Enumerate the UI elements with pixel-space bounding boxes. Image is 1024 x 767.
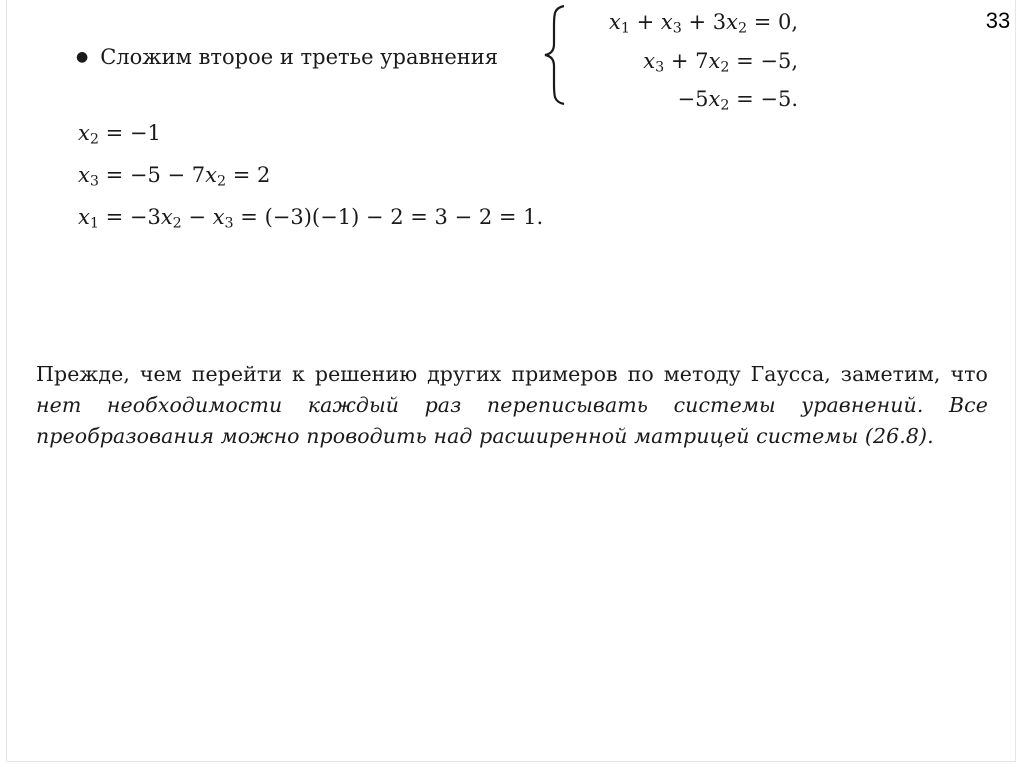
- paragraph-italic-text: нет необходимости каждый раз переписывать системы уравнений. Все преобразования можно проводить над расширенной матрицей системы (26.8).: [36, 392, 988, 448]
- variable: x: [78, 205, 90, 229]
- term: = (−3)(−1) − 2 = 3 − 2 = 1.: [233, 205, 544, 229]
- variable: x: [78, 163, 90, 187]
- subscript: 3: [672, 20, 682, 37]
- subscript: 1: [89, 215, 99, 232]
- bullet-line: [76, 42, 498, 72]
- subscript: 3: [89, 173, 99, 190]
- term: = −5 − 7: [98, 163, 206, 187]
- variable: x: [608, 10, 621, 34]
- solution-x1: [78, 202, 543, 239]
- term: + 3: [681, 10, 727, 34]
- variable: x: [708, 87, 721, 112]
- subscript: 2: [216, 173, 227, 190]
- page-number: 33: [985, 8, 1011, 33]
- subscript: 3: [224, 215, 234, 232]
- term: = −5,: [729, 48, 798, 73]
- system-row-2: [568, 45, 798, 84]
- term: = −1: [98, 121, 161, 145]
- bullet-text: Сложим второе и третье уравнения: [100, 45, 498, 69]
- term: = −5.: [729, 87, 798, 112]
- variable: x: [78, 121, 90, 145]
- equation-system: [568, 6, 798, 122]
- operator: +: [629, 10, 661, 34]
- variable: x: [708, 48, 721, 73]
- term: −5: [677, 87, 709, 112]
- subscript: 2: [737, 20, 748, 37]
- solution-x3: [78, 160, 270, 197]
- subscript: 2: [89, 131, 99, 148]
- term: + 7: [664, 48, 709, 73]
- operator: −: [181, 205, 213, 229]
- system-row-1: [568, 6, 798, 45]
- subscript: 2: [720, 59, 730, 76]
- variable: x: [726, 10, 738, 34]
- subscript: 2: [172, 215, 182, 232]
- subscript: 2: [720, 97, 730, 114]
- variable: x: [660, 10, 673, 34]
- subscript: 1: [620, 20, 630, 37]
- gauss-method-paragraph: [36, 359, 988, 452]
- subscript: 3: [655, 59, 665, 76]
- variable: x: [212, 205, 225, 229]
- system-row-3: [568, 83, 798, 122]
- term: = 0,: [747, 10, 798, 34]
- variable: x: [205, 163, 217, 187]
- variable: x: [160, 205, 173, 229]
- term: = −3: [98, 205, 161, 229]
- bullet-icon: ●: [76, 49, 89, 65]
- term: = 2: [226, 163, 271, 187]
- variable: x: [643, 48, 656, 73]
- paragraph-plain-text: Прежде, чем перейти к решению других примеров по методу Гаусса, заметим, что: [36, 361, 988, 386]
- solution-x2: [78, 118, 161, 155]
